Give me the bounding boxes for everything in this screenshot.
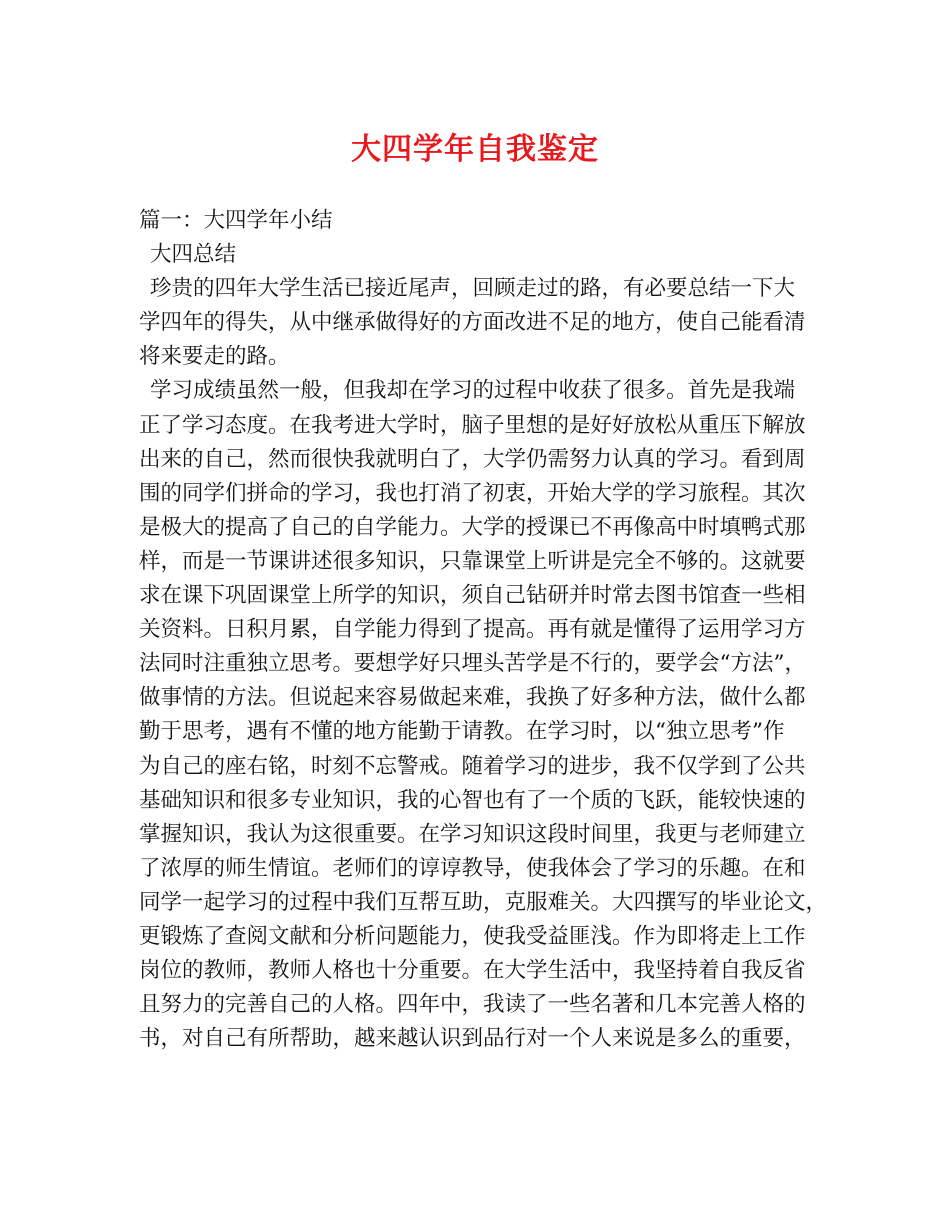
document-body [139, 204, 828, 1056]
paragraph-line: 岗位的教师，教师人格也十分重要。在大学生活中，我坚持着自我反省 [139, 958, 806, 984]
paragraph-line: 将来要走的路。 [139, 344, 290, 370]
paragraph-line: 了浓厚的师生情谊。老师们的谆谆教导，使我体会了学习的乐趣。在和 [139, 855, 806, 881]
paragraph-line: 出来的自己，然而很快我就明白了，大学仍需努力认真的学习。看到周 [139, 446, 806, 472]
paragraph-line: 围的同学们拼命的学习，我也打消了初衷，开始大学的学习旅程。其次 [139, 480, 806, 506]
paragraph-line: 勤于思考，遇有不懂的地方能勤于请教。在学习时，以“独立思考”作 [139, 719, 785, 745]
paragraph-line: 样，而是一节课讲述很多知识，只靠课堂上听讲是完全不够的。这就要 [139, 548, 806, 574]
document-title: 大四学年自我鉴定 [351, 132, 599, 167]
sub-heading: 大四总结 [150, 242, 237, 268]
paragraph-line: 基础知识和很多专业知识，我的心智也有了一个质的飞跃，能较快速的 [139, 787, 806, 813]
paragraph-line: 正了学习态度。在我考进大学时，脑子里想的是好好放松从重压下解放 [139, 412, 806, 438]
paragraph-line: 同学一起学习的过程中我们互帮互助，克服难关。大四撰写的毕业论文， [139, 889, 828, 915]
paragraph-line: 且努力的完善自己的人格。四年中，我读了一些名著和几本完善人格的 [139, 992, 806, 1018]
paragraph-line: 为自己的座右铭，时刻不忘警戒。随着学习的进步，我不仅学到了公共 [139, 753, 806, 779]
paragraph-line: 法同时注重独立思考。要想学好只埋头苦学是不行的，要学会“方法”， [139, 651, 806, 677]
paragraph-line: 掌握知识，我认为这很重要。在学习知识这段时间里，我更与老师建立 [139, 821, 806, 847]
paragraph-line: 更锻炼了查阅文献和分析问题能力，使我受益匪浅。作为即将走上工作 [139, 923, 806, 949]
paragraph-line: 学习成绩虽然一般，但我却在学习的过程中收获了很多。首先是我端 [150, 378, 796, 404]
paragraph-line: 是极大的提高了自己的自学能力。大学的授课已不再像高中时填鸭式那 [139, 514, 806, 540]
paragraph-line: 书，对自己有所帮助，越来越认识到品行对一个人来说是多么的重要， [139, 1026, 806, 1052]
paragraph-line: 关资料。日积月累，自学能力得到了提高。再有就是懂得了运用学习方 [139, 617, 806, 643]
paragraph-line: 学四年的得失，从中继承做得好的方面改进不足的地方，使自己能看清 [139, 310, 806, 336]
paragraph-line: 珍贵的四年大学生活已接近尾声，回顾走过的路，有必要总结一下大 [150, 276, 796, 302]
paragraph-line: 做事情的方法。但说起来容易做起来难，我换了好多种方法，做什么都 [139, 685, 806, 711]
section-heading: 篇一：大四学年小结 [139, 208, 333, 233]
paragraph-line: 求在课下巩固课堂上所学的知识，须自己钻研并时常去图书馆查一些相 [139, 583, 806, 609]
